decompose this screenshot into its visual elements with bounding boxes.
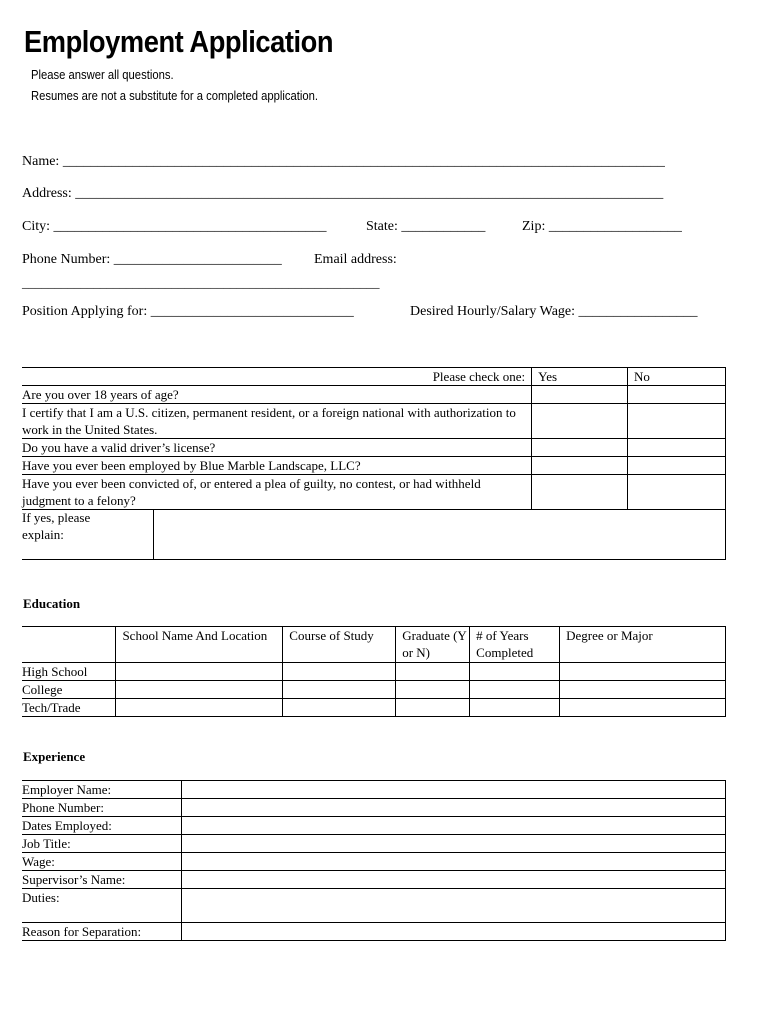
- experience-row: [22, 889, 726, 923]
- no-column-header: No: [628, 368, 726, 386]
- graduate-cell[interactable]: [396, 663, 470, 681]
- question-text: Have you ever been convicted of, or entered a plea of guilty, no contest, or had withheld judgment to a felony?: [22, 475, 532, 510]
- check-one-label: Please check one:: [22, 368, 532, 386]
- city-field[interactable]: City: _______________________________________: [22, 219, 327, 234]
- job-title-input[interactable]: [181, 835, 726, 853]
- experience-row: [22, 781, 726, 799]
- school-name-cell[interactable]: [116, 663, 283, 681]
- experience-row: [22, 799, 726, 817]
- education-row-label: Tech/Trade: [22, 699, 116, 717]
- duties-label: Duties:: [22, 889, 181, 923]
- yes-checkbox-cell[interactable]: [532, 404, 628, 439]
- employer-name-label: Employer Name:: [22, 781, 181, 799]
- explain-table: [22, 509, 726, 560]
- experience-table: [22, 780, 726, 941]
- supervisor-name-label: Supervisor’s Name:: [22, 871, 181, 889]
- wage-input[interactable]: [181, 853, 726, 871]
- no-checkbox-cell[interactable]: [628, 404, 726, 439]
- no-checkbox-cell[interactable]: [628, 439, 726, 457]
- position-field[interactable]: Position Applying for: _____________________________: [22, 304, 354, 319]
- name-field[interactable]: Name: ______________________________________________________________________________________: [22, 154, 665, 169]
- dates-employed-input[interactable]: [181, 817, 726, 835]
- graduate-header: Graduate (Y or N): [396, 627, 470, 663]
- explain-input[interactable]: [153, 509, 726, 560]
- question-row: [22, 386, 726, 404]
- course-cell[interactable]: [283, 681, 396, 699]
- graduate-cell[interactable]: [396, 699, 470, 717]
- questions-table: [22, 367, 726, 510]
- experience-row: [22, 835, 726, 853]
- education-row-high-school: [22, 663, 726, 681]
- yes-checkbox-cell[interactable]: [532, 457, 628, 475]
- explain-label: If yes, please explain:: [22, 510, 91, 542]
- education-row-college: [22, 681, 726, 699]
- email-label: Email address:: [314, 252, 397, 267]
- employer-name-input[interactable]: [181, 781, 726, 799]
- yes-checkbox-cell[interactable]: [532, 386, 628, 404]
- education-row-label: High School: [22, 663, 116, 681]
- experience-heading: Experience: [23, 749, 86, 764]
- reason-for-separation-input[interactable]: [181, 923, 726, 941]
- question-text: I certify that I am a U.S. citizen, permanent resident, or a foreign national with authorization to work in the United States.: [22, 404, 532, 439]
- degree-cell[interactable]: [560, 681, 726, 699]
- experience-row: [22, 817, 726, 835]
- education-header-row: [22, 627, 726, 663]
- experience-row: [22, 853, 726, 871]
- question-text: Do you have a valid driver’s license?: [22, 439, 532, 457]
- wage-field[interactable]: Desired Hourly/Salary Wage: _________________: [410, 304, 698, 319]
- course-cell[interactable]: [283, 699, 396, 717]
- questions-header-row: [22, 368, 726, 386]
- reason-for-separation-label: Reason for Separation:: [22, 923, 181, 941]
- course-of-study-header: Course of Study: [283, 627, 396, 663]
- school-name-cell[interactable]: [116, 681, 283, 699]
- years-completed-header: # of Years Completed: [470, 627, 560, 663]
- course-cell[interactable]: [283, 663, 396, 681]
- no-checkbox-cell[interactable]: [628, 475, 726, 510]
- yes-checkbox-cell[interactable]: [532, 475, 628, 510]
- education-table: [22, 626, 726, 717]
- page-title: Employment Application: [24, 24, 334, 59]
- address-field[interactable]: Address: ____________________________________________________________________________________: [22, 186, 664, 201]
- education-row-tech-trade: [22, 699, 726, 717]
- degree-header: Degree or Major: [560, 627, 726, 663]
- degree-cell[interactable]: [560, 699, 726, 717]
- years-cell[interactable]: [470, 663, 560, 681]
- phone-number-label: Phone Number:: [22, 799, 181, 817]
- no-checkbox-cell[interactable]: [628, 386, 726, 404]
- yes-checkbox-cell[interactable]: [532, 439, 628, 457]
- question-text: Are you over 18 years of age?: [22, 386, 532, 404]
- job-title-label: Job Title:: [22, 835, 181, 853]
- wage-label: Wage:: [22, 853, 181, 871]
- experience-row: [22, 923, 726, 941]
- dates-employed-label: Dates Employed:: [22, 817, 181, 835]
- question-row: [22, 457, 726, 475]
- school-name-header: School Name And Location: [116, 627, 283, 663]
- intro-line-1: Please answer all questions.: [31, 68, 174, 82]
- years-cell[interactable]: [470, 699, 560, 717]
- email-field[interactable]: _______________________________________________________: [22, 275, 380, 290]
- question-row: [22, 475, 726, 510]
- zip-field[interactable]: Zip: ___________________: [522, 219, 682, 234]
- yes-column-header: Yes: [532, 368, 628, 386]
- no-checkbox-cell[interactable]: [628, 457, 726, 475]
- question-row: [22, 404, 726, 439]
- years-cell[interactable]: [470, 681, 560, 699]
- degree-cell[interactable]: [560, 663, 726, 681]
- education-row-label: College: [22, 681, 116, 699]
- phone-field[interactable]: Phone Number: ________________________: [22, 252, 282, 267]
- experience-row: [22, 871, 726, 889]
- state-field[interactable]: State: ____________: [366, 219, 486, 234]
- school-name-cell[interactable]: [116, 699, 283, 717]
- education-heading: Education: [23, 596, 81, 611]
- supervisor-name-input[interactable]: [181, 871, 726, 889]
- intro-line-2: Resumes are not a substitute for a completed application.: [31, 89, 319, 103]
- question-row: [22, 439, 726, 457]
- graduate-cell[interactable]: [396, 681, 470, 699]
- phone-number-input[interactable]: [181, 799, 726, 817]
- duties-input[interactable]: [181, 889, 726, 923]
- question-text: Have you ever been employed by Blue Marble Landscape, LLC?: [22, 457, 532, 475]
